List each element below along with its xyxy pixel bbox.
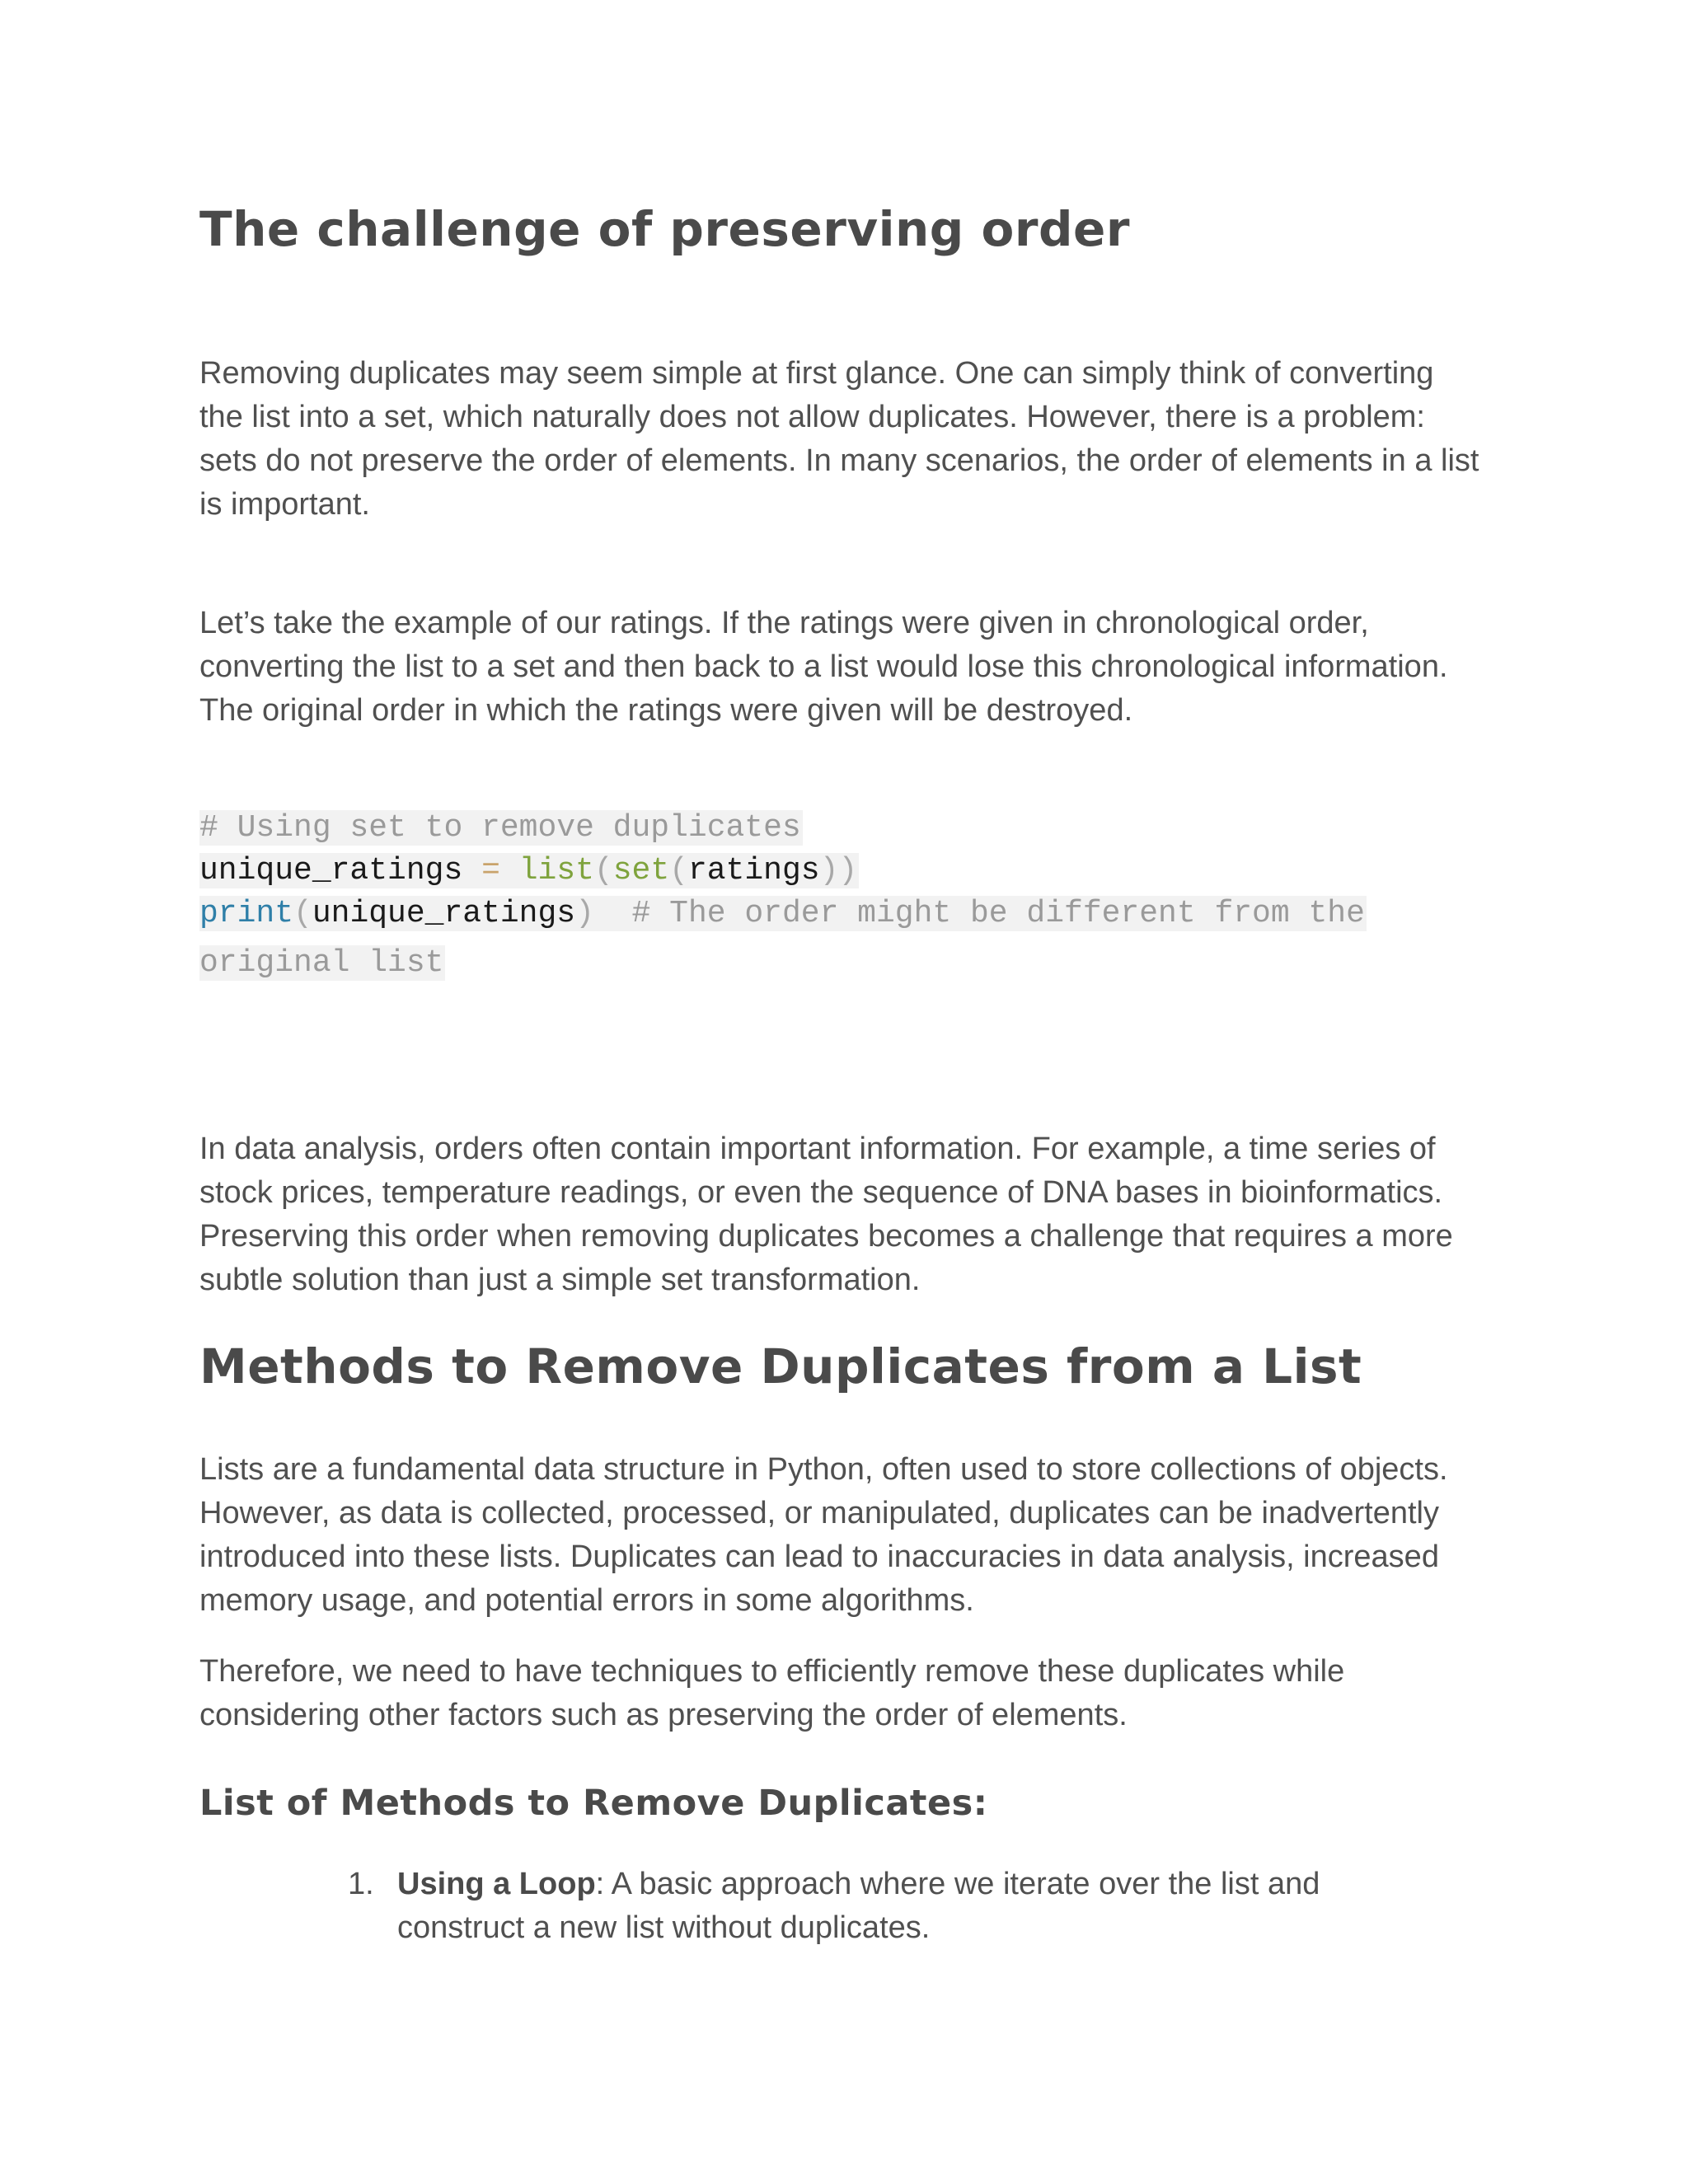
methods-list [348, 1863, 1419, 1950]
section-heading-challenge: The challenge of preserving order [199, 201, 1130, 257]
code-comment: # Using set to remove duplicates [199, 810, 801, 846]
code-line-3 [199, 893, 1367, 935]
code-comment: # The order might be different from the [593, 896, 1365, 931]
code-function-set: set [612, 853, 670, 888]
code-function-print: print [199, 896, 294, 931]
list-item [348, 1863, 1419, 1950]
code-operator: = [462, 853, 519, 888]
paragraph-lists-intro: Lists are a fundamental data structure in Python, often used to store collections of objects. However, as data is collected, processed, or manipulated, duplicates can be inadvertently introduced into these lists. Duplicates can lead to inaccuracies in data analysis, increased memory usage, and potential errors in some algorithms. [199, 1452, 1448, 1618]
code-paren: ( [669, 853, 688, 888]
code-block [199, 807, 1367, 991]
subheading-methods-list: List of Methods to Remove Duplicates: [199, 1783, 988, 1824]
code-variable: unique_ratings [199, 853, 463, 888]
list-item-description: : A basic approach where we iterate over the list and construct a new list without duplicates. [397, 1867, 1320, 1945]
code-paren: ) [575, 896, 594, 931]
code-paren: ( [593, 853, 613, 888]
code-line-2 [199, 850, 1367, 893]
code-comment: original list [199, 945, 444, 981]
code-paren: )) [819, 853, 858, 888]
code-paren: ( [293, 896, 312, 931]
code-line-4 [199, 935, 1367, 991]
code-function-list: list [518, 853, 594, 888]
paragraph-intro: Removing duplicates may seem simple at first glance. One can simply think of converting the list into a set, which naturally does not allow duplicates. However, there is a problem: sets do not preserve the order of elements. In many scenarios, the order of elements in a list is important. [199, 356, 1479, 522]
code-line-1 [199, 807, 1367, 850]
list-item-title: Using a Loop [397, 1867, 596, 1901]
code-argument: unique_ratings [312, 896, 576, 931]
list-item-number: 1. [348, 1867, 374, 1901]
paragraph-ratings-example: Let’s take the example of our ratings. If the ratings were given in chronological order, converting the list to a set and then back to a list would lose this chronological information. The original order in which the ratings were given will be destroyed. [199, 606, 1448, 728]
code-argument: ratings [687, 853, 820, 888]
paragraph-data-analysis: In data analysis, orders often contain important information. For example, a time series of stock prices, temperature readings, or even the sequence of DNA bases in bioinformatics. Preserving this order when removing duplicates becomes a challenge that requires a more subtle solution than just a simple set transformation. [199, 1132, 1453, 1297]
paragraph-techniques: Therefore, we need to have techniques to efficiently remove these duplicates while considering other factors such as preserving the order of elements. [199, 1654, 1345, 1732]
section-heading-methods: Methods to Remove Duplicates from a List [199, 1338, 1362, 1394]
